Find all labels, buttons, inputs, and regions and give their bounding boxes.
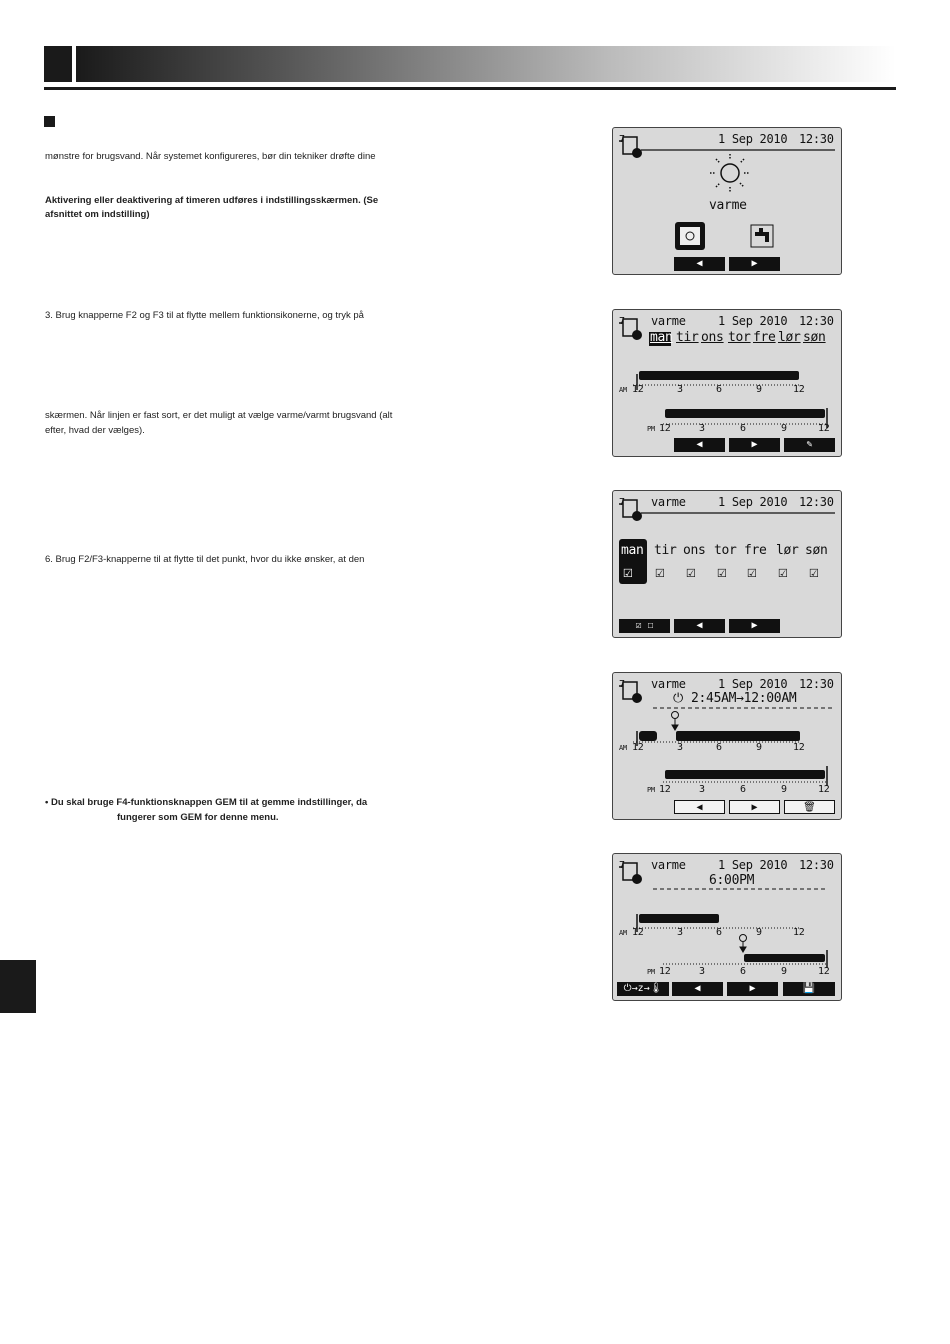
pm-tick-3: 3 [699,423,705,434]
f2-left-button[interactable]: ◀ [674,619,725,633]
f3-right-button[interactable]: ▶ [729,619,780,633]
delete-icon: 🗑 [803,802,816,813]
f1-mode-button[interactable] [617,982,669,996]
checkbox-man[interactable]: ☑ [623,562,633,581]
pm-tick-12: 12 [659,784,671,795]
pm-tick-6: 6 [740,966,746,977]
pm-tick-12b: 12 [818,966,830,977]
timer-mode-icon: ⏻→z→🌡 [623,983,663,994]
day-tir[interactable]: tir [654,543,677,558]
screen-text-line1: skærmen. Når linjen er fast sort, er det muligt at vælge varme/varmt brugsvand (alt [45,410,393,421]
timer-marker-icon [740,935,747,953]
pm-tick-9: 9 [781,784,787,795]
pm-heating-bar [665,770,825,779]
pm-tick-12: 12 [659,966,671,977]
lcd-date: 1 Sep 2010 [718,677,788,691]
pm-tick-6: 6 [740,423,746,434]
f4-delete-button[interactable] [784,800,835,814]
period-range: 2:45AM→12:00AM [691,691,797,706]
calendar-digit: 7 [619,860,625,871]
day-lor[interactable]: lør [778,330,801,345]
pm-heating-bar [744,954,825,962]
lcd-time: 12:30 [799,314,834,328]
pm-tick-3: 3 [699,784,705,795]
am-label: AM [619,929,627,937]
am-tick-6: 6 [716,927,722,938]
am-tick-6: 6 [716,384,722,395]
lcd-day-checkboxes [612,490,842,638]
gem-note-line2: fungerer som GEM for denne menu. [117,812,279,823]
lcd-date: 1 Sep 2010 [718,858,788,872]
chapter-side-tab [0,960,36,1013]
lcd-date: 1 Sep 2010 [718,314,788,328]
timer-marker-icon [672,712,679,731]
am-tick-12: 12 [632,384,644,395]
am-short-bar [639,731,657,741]
f1-check-button[interactable] [619,619,670,633]
checkbox-tir[interactable]: ☑ [655,562,665,581]
f4-save-button[interactable] [783,982,835,996]
calendar-digit: 7 [619,497,625,508]
f3-right-button[interactable]: ▶ [729,438,780,452]
day-ons[interactable]: ons [701,330,724,345]
am-label: AM [619,744,627,752]
am-tick-12b: 12 [793,384,805,395]
day-tor[interactable]: tor [728,330,751,345]
f3-right-button[interactable]: ▶ [729,800,780,814]
lcd-mode: varme [651,495,686,509]
f2-left-button[interactable]: ◀ [674,800,725,814]
power-icon: ⏻ [673,691,683,706]
step-6-text: 6. Brug F2/F3-knapperne til at flytte til det punkt, hvor du ikke ønsker, at den [45,554,365,565]
check-uncheck-icon: ☑ ☐ [635,620,654,631]
lcd3-graphics [613,491,842,638]
lcd-time: 12:30 [799,132,834,146]
checkbox-lor[interactable]: ☑ [778,562,788,581]
calendar-digit: 7 [619,679,625,690]
screen-text-line2: efter, hvad der vælges). [45,425,145,436]
am-tick-3: 3 [677,742,683,753]
step-3-text: 3. Brug knapperne F2 og F3 til at flytte mellem funktionsikonerne, og tryk på [45,310,364,321]
pm-tick-12b: 12 [818,784,830,795]
am-heating-bar [639,371,799,380]
pm-tick-9: 9 [781,423,787,434]
f2-left-button[interactable]: ◀ [674,257,725,271]
am-tick-12: 12 [632,742,644,753]
lcd-time: 12:30 [799,858,834,872]
gem-note-line1: • Du skal bruge F4-funktionsknappen GEM til at gemme indstillinger, da [45,797,368,808]
am-tick-12b: 12 [793,927,805,938]
checkbox-ons[interactable]: ☑ [686,562,696,581]
pm-label: PM [647,968,655,976]
tap-icon [751,225,773,247]
lcd-mode: varme [651,677,686,691]
time-display[interactable]: 6:00PM [709,873,755,888]
sun-icon [710,154,750,192]
am-tick-3: 3 [677,384,683,395]
lcd-date: 1 Sep 2010 [718,495,788,509]
lcd-mode: varme [651,858,686,872]
lcd-mode-select [612,127,842,275]
lcd-time-set [612,853,842,1001]
day-tir[interactable]: tir [676,330,699,345]
day-man[interactable]: man [621,543,644,558]
pm-tick-12b: 12 [818,423,830,434]
day-lor[interactable]: lør [776,543,799,558]
day-son[interactable]: søn [805,543,828,558]
intro-text: mønstre for brugsvand. Når systemet konfigureres, bør din tekniker drøfte dine [45,151,376,162]
lcd-mode: varme [651,314,686,328]
day-man[interactable]: man [650,330,673,345]
day-fre[interactable]: fre [744,543,767,558]
pm-tick-12: 12 [659,423,671,434]
calendar-digit: 7 [619,134,625,145]
am-tick-12: 12 [632,927,644,938]
section-number-block [44,46,72,82]
checkbox-son[interactable]: ☑ [809,562,819,581]
am-tick-6: 6 [716,742,722,753]
pm-tick-6: 6 [740,784,746,795]
lcd-time: 12:30 [799,677,834,691]
am-tick-9: 9 [756,742,762,753]
pm-label: PM [647,425,655,433]
am-heating-bar [639,914,719,923]
timer-note-line1: Aktivering eller deaktivering af timeren udføres i indstillingsskærmen. (Se [45,195,379,206]
am-heating-bar [676,731,800,741]
lcd-time: 12:30 [799,495,834,509]
lcd-day-timeline [612,309,842,457]
am-tick-3: 3 [677,927,683,938]
pm-tick-3: 3 [699,966,705,977]
calendar-digit: 7 [619,316,625,327]
day-fre[interactable]: fre [753,330,776,345]
subsection-bullet [44,116,55,127]
am-tick-12b: 12 [793,742,805,753]
header-rule [44,87,896,90]
f4-edit-button[interactable] [784,438,835,452]
f3-right-button[interactable]: ▶ [727,982,778,996]
f3-right-button[interactable]: ▶ [729,257,780,271]
lcd-date: 1 Sep 2010 [718,132,788,146]
day-son[interactable]: søn [803,330,826,345]
lcd-period-delete [612,672,842,820]
am-tick-9: 9 [756,384,762,395]
pm-tick-9: 9 [781,966,787,977]
heating-selected-icon [675,222,705,250]
edit-icon: ✎ [806,439,813,450]
pm-label: PM [647,786,655,794]
lcd-mode-label: varme [709,198,747,213]
day-tor[interactable]: tor [714,543,737,558]
f2-left-button[interactable]: ◀ [674,438,725,452]
save-icon: 💾 [802,983,816,994]
pm-heating-bar [665,409,825,418]
checkbox-tor[interactable]: ☑ [717,562,727,581]
f2-left-button[interactable]: ◀ [672,982,723,996]
am-tick-9: 9 [756,927,762,938]
am-label: AM [619,386,627,394]
day-ons[interactable]: ons [683,543,706,558]
section-header-bar [76,46,896,82]
checkbox-fre[interactable]: ☑ [747,562,757,581]
timer-note-line2: afsnittet om indstilling) [45,209,150,220]
